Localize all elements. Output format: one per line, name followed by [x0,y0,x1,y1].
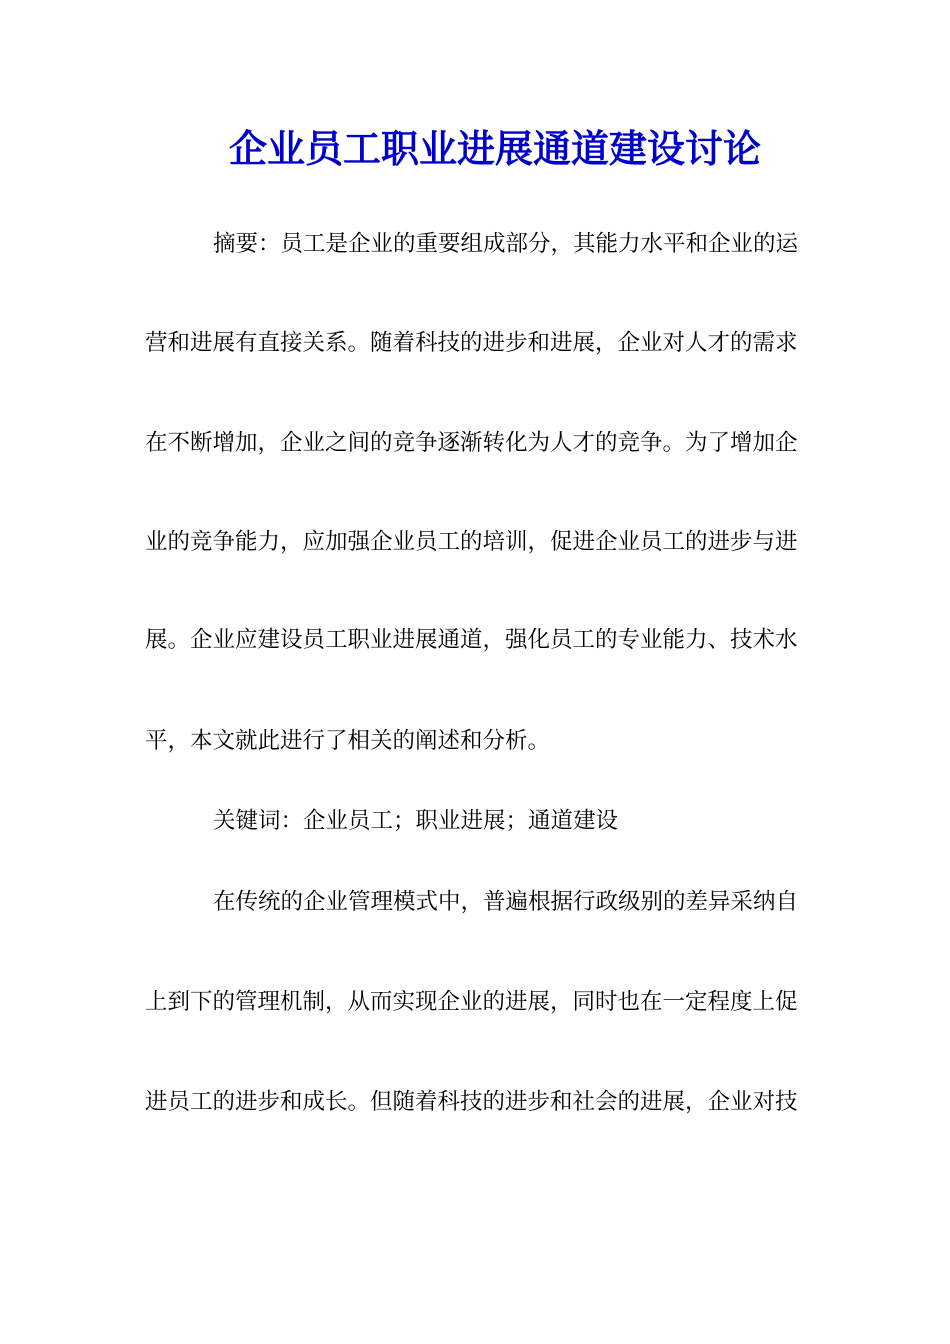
abstract-line: 营和进展有直接关系。随着科技的进步和进展，企业对人才的需求 [145,330,798,356]
keywords-line: 关键词：企业员工；职业进展；通道建设 [213,808,619,834]
abstract-line: 业的竞争能力，应加强企业员工的培训，促进企业员工的进步与进 [145,529,798,555]
body-line: 在传统的企业管理模式中，普遍根据行政级别的差异采纳自 [213,889,799,915]
document-title: 企业员工职业进展通道建设讨论 [228,126,761,171]
abstract-line: 平，本文就此进行了相关的阐述和分析。 [145,728,551,754]
body-line: 上到下的管理机制，从而实现企业的进展，同时也在一定程度上促 [145,989,798,1015]
abstract-line: 展。企业应建设员工职业进展通道，强化员工的专业能力、技术水 [145,627,798,653]
abstract-line: 在不断增加，企业之间的竞争逐渐转化为人才的竞争。为了增加企 [145,430,798,456]
abstract-line: 摘要：员工是企业的重要组成部分，其能力水平和企业的运 [213,231,799,257]
body-line: 进员工的进步和成长。但随着科技的进步和社会的进展，企业对技 [145,1089,798,1115]
